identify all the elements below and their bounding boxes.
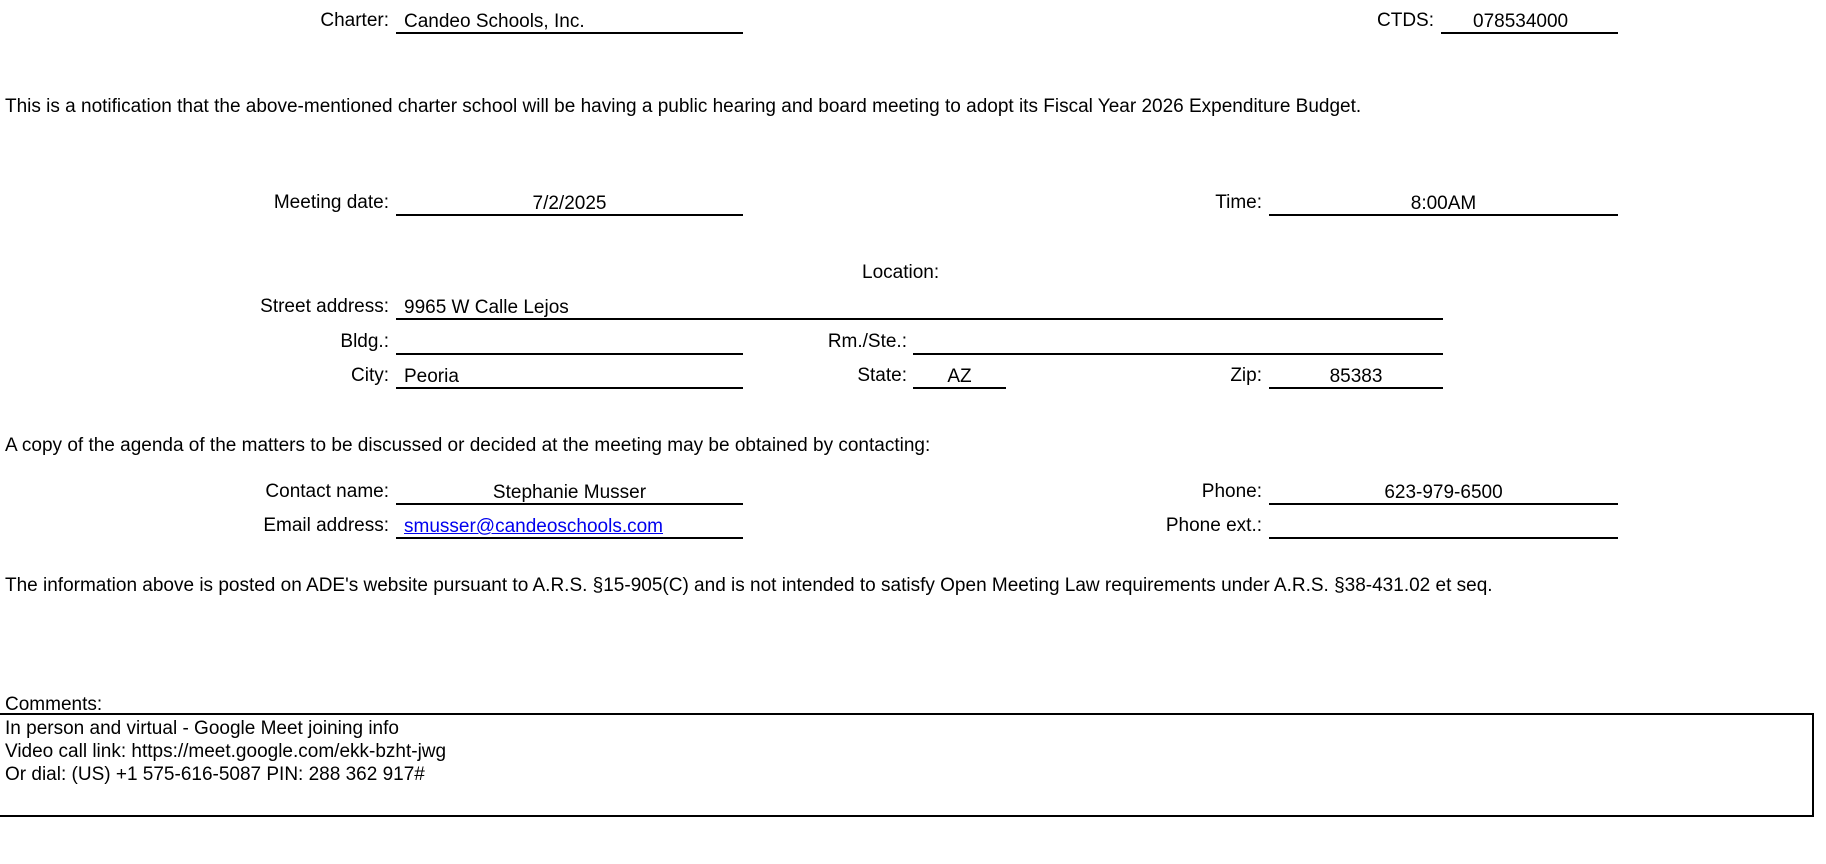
- street-address-field[interactable]: 9965 W Calle Lejos: [396, 296, 1443, 320]
- state-label: State:: [857, 365, 907, 386]
- street-address-label: Street address:: [260, 296, 389, 317]
- comments-box[interactable]: [0, 713, 1814, 817]
- contact-name-label: Contact name:: [265, 481, 389, 502]
- time-label: Time:: [1215, 192, 1262, 213]
- bldg-field[interactable]: [396, 331, 743, 355]
- agenda-text: A copy of the agenda of the matters to be discussed or decided at the meeting may be obtained by contacting:: [5, 435, 931, 456]
- comments-line: Or dial: (US) +1 575-616-5087 PIN: 288 362 917#: [5, 764, 425, 785]
- charter-label: Charter:: [320, 10, 389, 31]
- rm-ste-field[interactable]: [913, 331, 1443, 355]
- state-field[interactable]: AZ: [913, 365, 1006, 389]
- city-label: City:: [351, 365, 389, 386]
- ctds-field[interactable]: 078534000: [1441, 10, 1618, 34]
- bldg-label: Bldg.:: [340, 331, 389, 352]
- phone-ext-label: Phone ext.:: [1165, 515, 1262, 536]
- charter-field[interactable]: Candeo Schools, Inc.: [396, 10, 743, 34]
- email-link[interactable]: smusser@candeoschools.com: [404, 516, 664, 537]
- meeting-date-field[interactable]: 7/2/2025: [396, 192, 743, 216]
- phone-label: Phone:: [1201, 481, 1262, 502]
- city-field[interactable]: Peoria: [396, 365, 743, 389]
- zip-field[interactable]: 85383: [1269, 365, 1443, 389]
- comments-line: In person and virtual - Google Meet joining info: [5, 718, 399, 739]
- notification-text: This is a notification that the above-mentioned charter school will be having a public hearing and board meeting to adopt its Fiscal Year 2026 Expenditure Budget.: [5, 96, 1362, 117]
- contact-name-field[interactable]: Stephanie Musser: [396, 481, 743, 505]
- rm-ste-label: Rm./Ste.:: [827, 331, 907, 352]
- comments-label: Comments:: [5, 694, 103, 715]
- meeting-date-label: Meeting date:: [273, 192, 389, 213]
- time-field[interactable]: 8:00AM: [1269, 192, 1618, 216]
- zip-label: Zip:: [1230, 365, 1262, 386]
- comments-line: Video call link: https://meet.google.com/ekk-bzht-jwg: [5, 741, 447, 762]
- disclaimer-text: The information above is posted on ADE's website pursuant to A.R.S. §15-905(C) and is not intended to satisfy Open Meeting Law requirements under A.R.S. §38-431.02 et seq.: [5, 575, 1493, 596]
- location-heading: Location:: [862, 262, 940, 283]
- ctds-label: CTDS:: [1377, 10, 1434, 31]
- email-address-label: Email address:: [263, 515, 389, 536]
- email-address-field: [396, 515, 743, 539]
- phone-field[interactable]: 623-979-6500: [1269, 481, 1618, 505]
- phone-ext-field[interactable]: [1269, 515, 1618, 539]
